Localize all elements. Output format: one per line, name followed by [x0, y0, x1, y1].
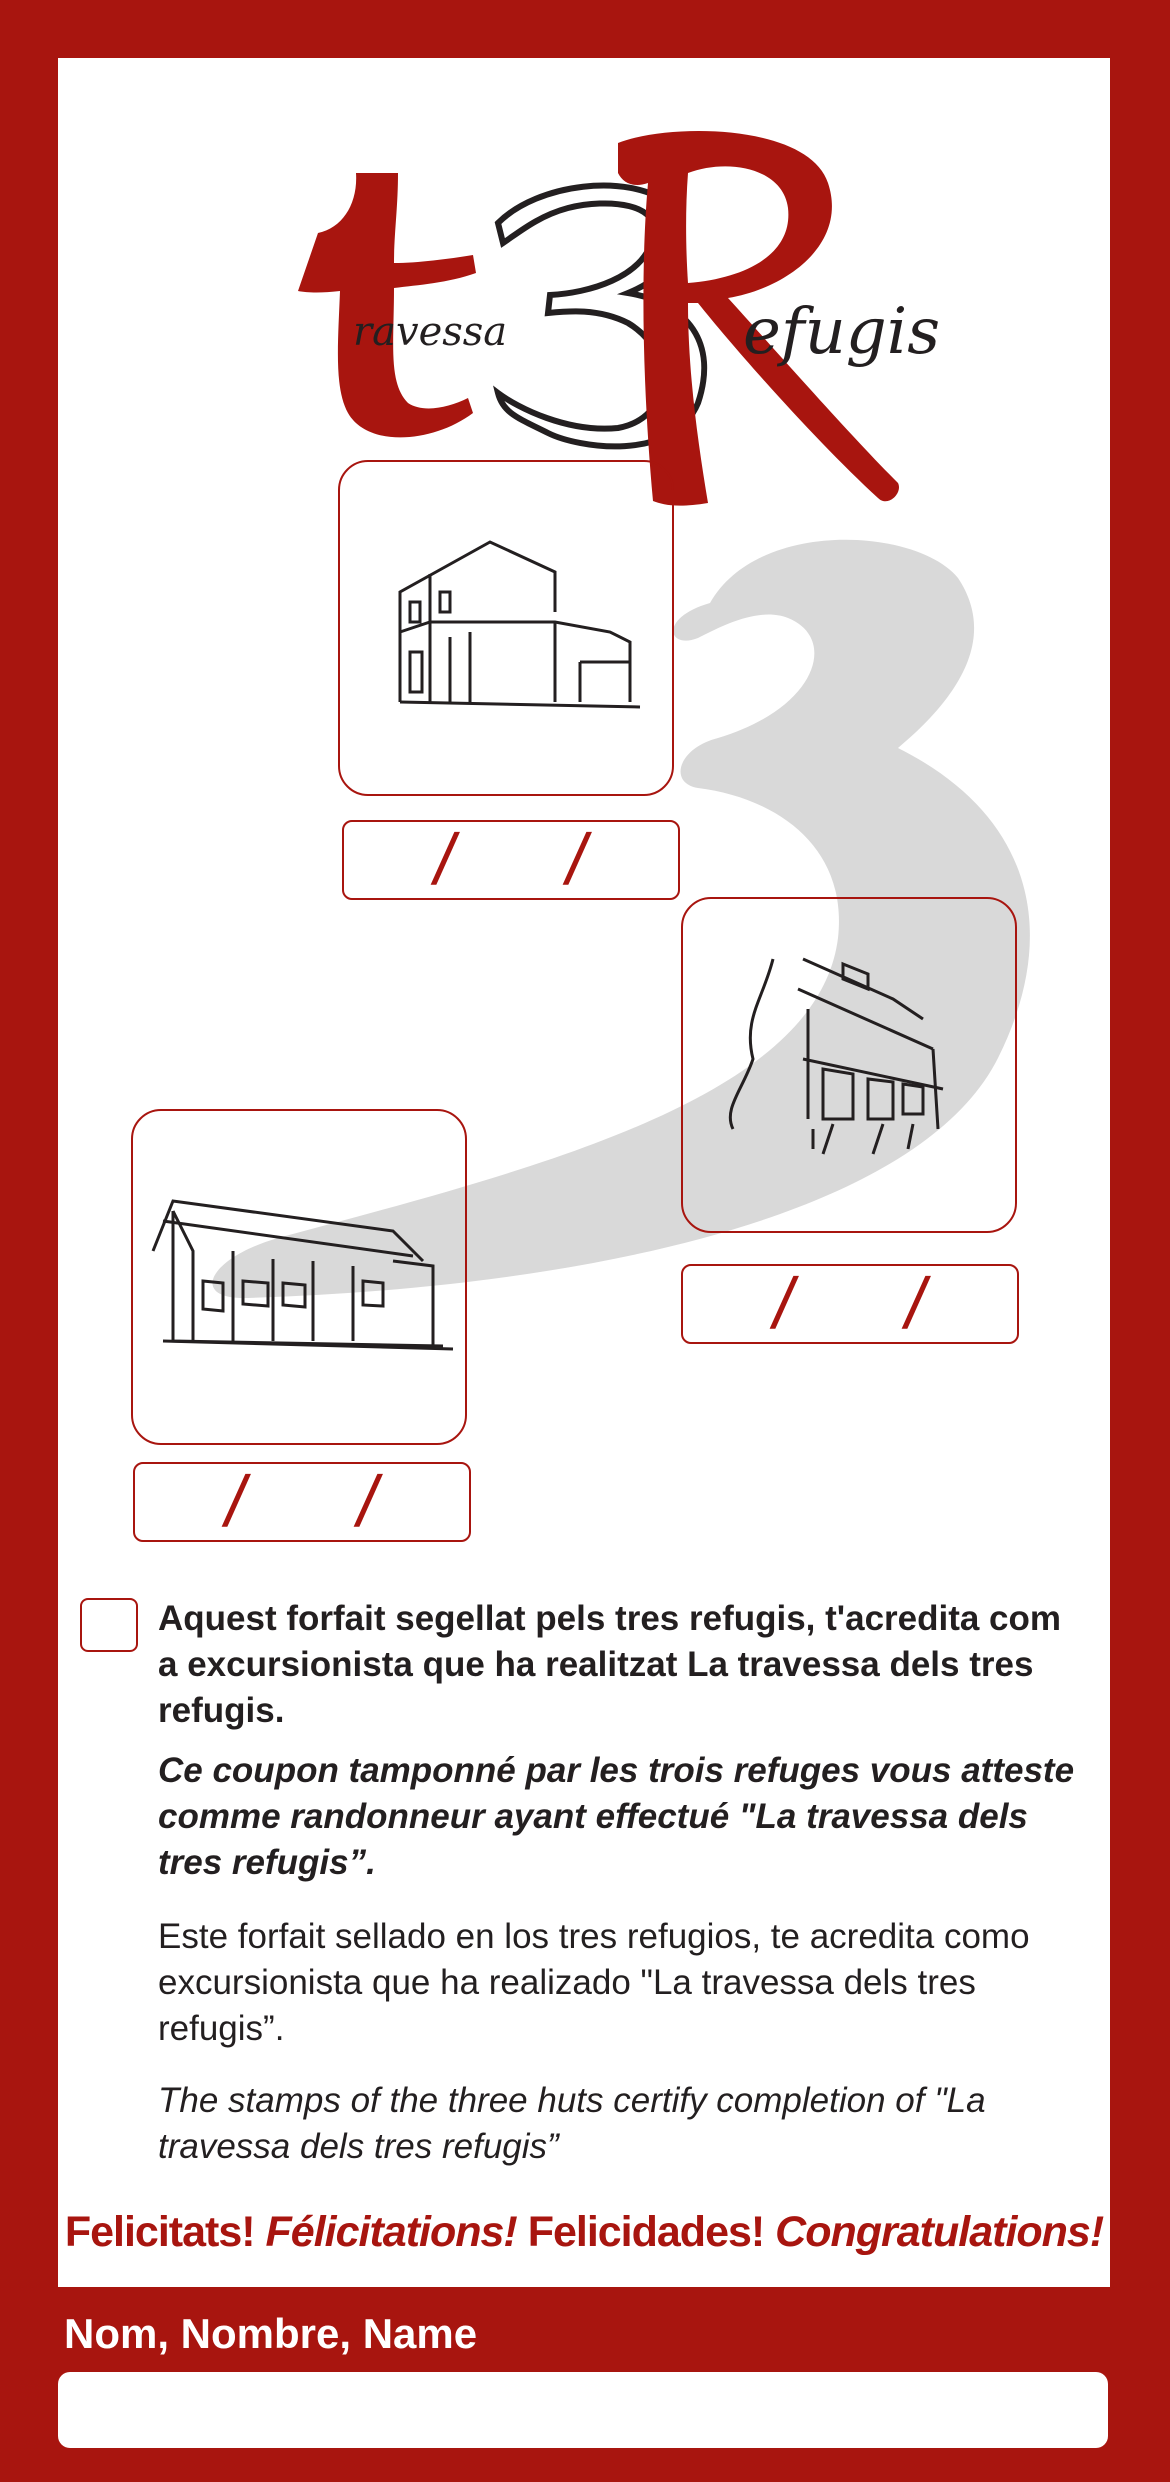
- date-separator: / /: [427, 820, 641, 900]
- logo-ravessa-text: ravessa: [353, 309, 508, 355]
- hut-stamp-box-3: [131, 1109, 467, 1445]
- logo-efugis-text: efugis: [743, 295, 941, 369]
- date-box-1[interactable]: [342, 820, 680, 900]
- congrats-english: Congratulations!: [775, 2208, 1104, 2256]
- congrats-catalan: Felicitats!: [64, 2208, 255, 2256]
- description-english: The stamps of the three huts certify completion of "La travessa dels tres refugis”: [158, 2081, 986, 2166]
- logo-t-glyph: [298, 173, 476, 437]
- name-input[interactable]: [58, 2372, 1108, 2448]
- chalet-sketch-icon: [683, 899, 1015, 1231]
- hut-stamp-box-1: [338, 460, 674, 796]
- congrats-spanish: Felicidades!: [527, 2208, 765, 2256]
- house-sketch-icon: [340, 462, 672, 794]
- refuge-sketch-icon: [133, 1111, 465, 1443]
- date-box-2[interactable]: [681, 1264, 1019, 1344]
- congratulations-line: [58, 2208, 1110, 2257]
- date-separator: / /: [766, 1264, 980, 1344]
- coupon-card: [58, 58, 1110, 2287]
- description-catalan: Aquest forfait segellat pels tres refugis, t'acredita com a excursionista que ha realitzat La travessa dels tres refugis.: [158, 1599, 1062, 1730]
- congrats-french: Félicitations!: [265, 2208, 517, 2256]
- hut-stamp-box-2: [681, 897, 1017, 1233]
- date-separator: / /: [218, 1462, 432, 1542]
- completion-checkbox[interactable]: [80, 1598, 138, 1652]
- description-spanish: Este forfait sellado en los tres refugios, te acredita como excursionista que ha realizado "La travessa dels tres refugis”.: [158, 1917, 1030, 2048]
- date-box-3[interactable]: [133, 1462, 471, 1542]
- name-label: Nom, Nombre, Name: [64, 2310, 478, 2357]
- description-french: Ce coupon tamponné par les trois refuges vous atteste comme randonneur ayant effectué "La travessa dels tres refugis”.: [158, 1751, 1075, 1882]
